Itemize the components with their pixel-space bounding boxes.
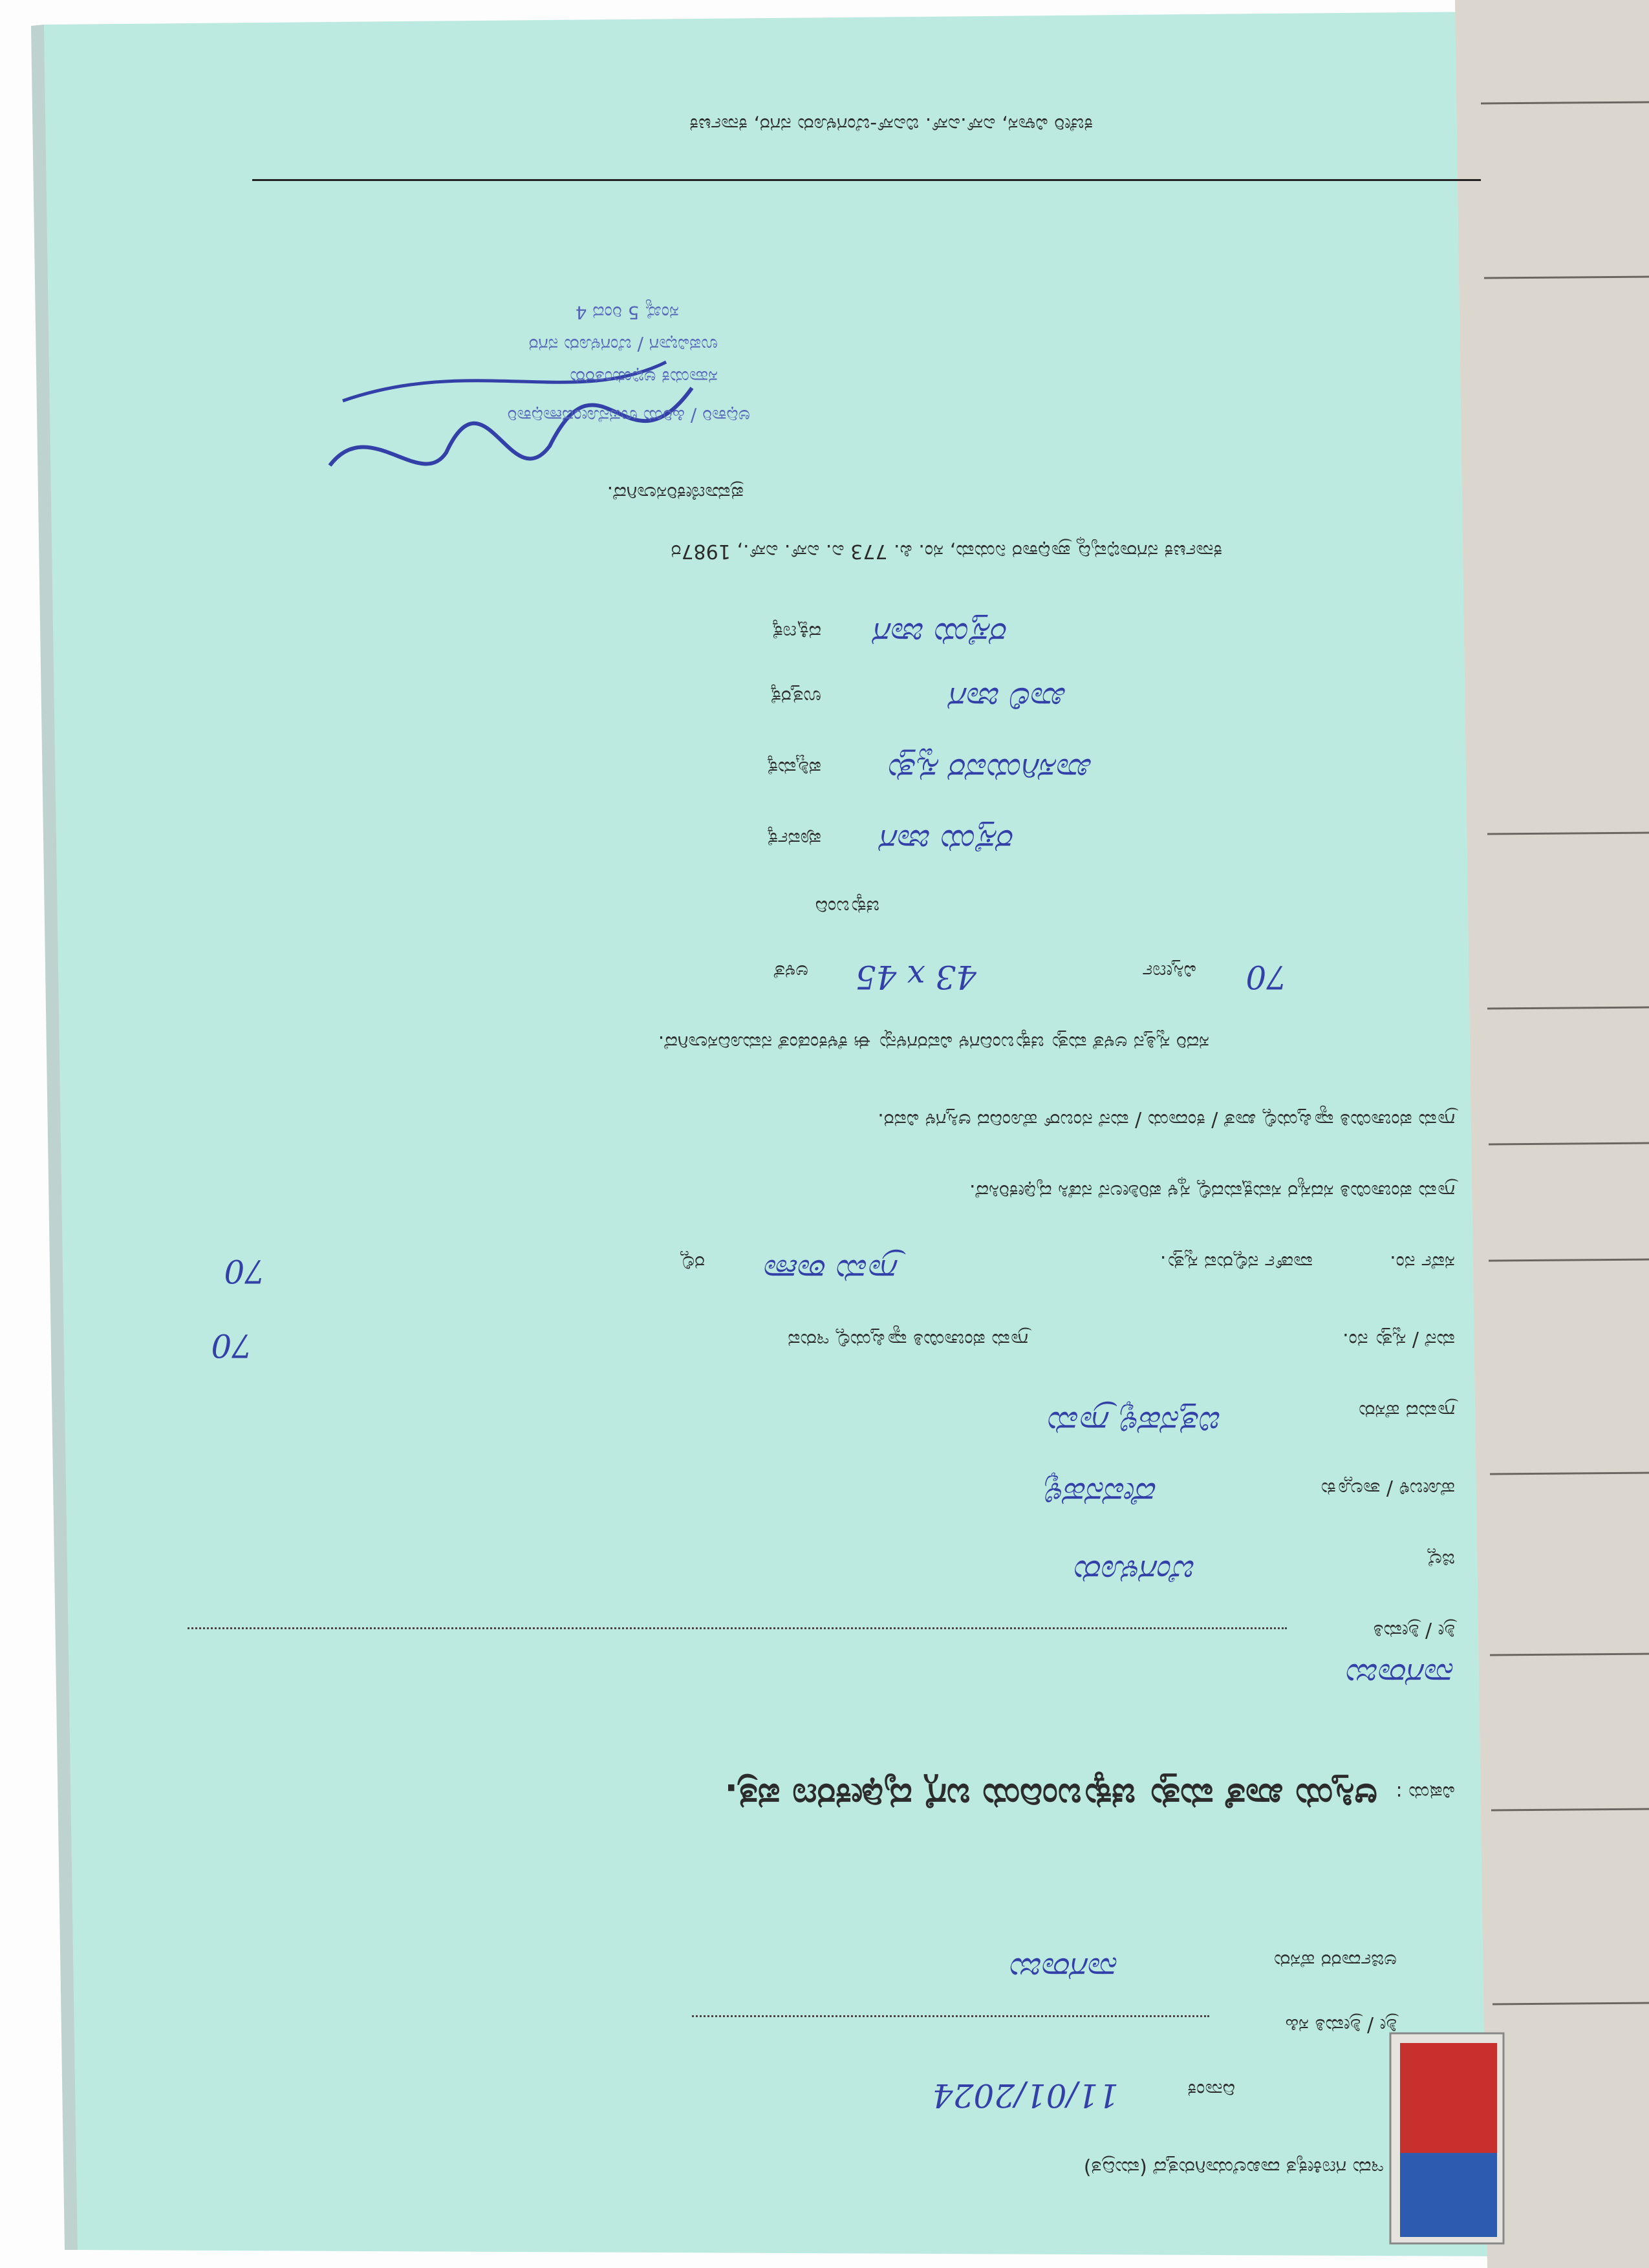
taluk-label: ಹೋಬಳಿ / ತಾಲ್ಲೂಕು <box>1320 1477 1455 1500</box>
survey-line-suffix: ವಾರ್ಡ್ ನಲ್ಲಿರುವ ಸ್ವತ್ತು. <box>1159 1251 1313 1274</box>
stamp-line3: ಸಂಖ್ಯೆ 5 ರಿಂದ 4 <box>575 302 679 323</box>
subject-label: ವಿಷಯ : <box>1396 1781 1455 1804</box>
footer-date-value: 11/01/2024 <box>932 2077 1119 2114</box>
taluk-value: ದೇವನಹಳ್ಳಿ <box>1045 1475 1158 1513</box>
upside-down-document <box>45 26 1481 2250</box>
area-value: 70 <box>1245 958 1287 996</box>
footer-date-label: ದಿನಾಂಕ <box>1187 2079 1235 2101</box>
east-label: ಪೂರ್ವಕ್ಕೆ <box>766 828 821 850</box>
property-no-value: 70 <box>211 1327 252 1364</box>
property-no-suffix: ಗ್ರಾಮ ಪಂಚಾಯಿತಿ ವ್ಯಾಪ್ತಿಯಲ್ಲಿ ಇರುವ <box>788 1329 1028 1351</box>
survey-line-mid: ರಲ್ಲಿ <box>680 1251 705 1274</box>
area-label: ವಿಸ್ತೀರ್ಣ <box>1142 960 1196 983</box>
authority-label: ಪ್ರಮಾಣೀಕರಿಸಲಾಗಿದೆ. <box>607 482 744 504</box>
authority-line: ಕರ್ನಾಟಕ ನಗರಾಭಿವೃದ್ಧಿ ಪ್ರಾಧಿಕಾರ ನಿಯಮ, ಸಂ. ಪಿ. 773 ಎ. ಎಸ್. ಎಸ್., 1987ರ <box>671 540 1222 562</box>
north-label: ಉತ್ತರಕ್ಕೆ <box>770 685 821 708</box>
village-value: ಬಿತ್ತನಹಳ್ಳಿ ಗ್ರಾಮ <box>1049 1404 1222 1442</box>
stamp-title: ಅಧಿಕಾರಿ / ಹಿರಿಯ ಉಪನೋಂದಣಾಧಿಕಾರಿ <box>507 405 750 427</box>
south-value: ರಸ್ತೆಯ ಜಾಗ <box>875 615 1009 653</box>
stamp-line2: ಉಪವಿಭಾಗ / ಬೆಂಗಳೂರು ನಗರ <box>528 334 718 356</box>
boundaries-title: ಚಕ್ಕುಬಂದಿ <box>815 895 879 918</box>
owner-name-value: ನಾಗರಾಜು <box>1347 1656 1455 1694</box>
village-label: ಗ್ರಾಮದ ಹೆಸರು <box>1359 1400 1455 1422</box>
west-label: ಪಶ್ಚಿಮಕ್ಕೆ <box>766 756 821 779</box>
register-pages-edge <box>1455 0 1649 2268</box>
survey-line-value: 70 <box>224 1252 265 1290</box>
measurement-label: ಅಳತೆ <box>773 960 808 983</box>
owner-name-label: ಶ್ರೀ / ಶ್ರೀಮತಿ <box>1373 1620 1455 1642</box>
footer-sign-label: ಶ್ರೀ / ಶ್ರೀಮತಿ ಸಹಿ <box>1285 2014 1397 2037</box>
footer-note: ಇದು ಗಣಕೀಕೃತ ದಾಖಲೆಯಾಗಿರುತ್ತದೆ (ಮುದ್ರಿತ) <box>1083 2156 1384 2179</box>
north-value: ಖಾಲಿ ಜಾಗ <box>950 680 1067 718</box>
district-label: ಜಿಲ್ಲೆ <box>1426 1548 1455 1571</box>
footer-applicant-value: ನಾಗರಾಜು <box>1011 1951 1119 1988</box>
south-label: ದಕ್ಷಿಣಕ್ಕೆ <box>771 621 821 643</box>
header-rule <box>252 179 1481 181</box>
property-no-label: ಮನೆ / ಸ್ವತ್ತು ನಂ. <box>1342 1329 1455 1351</box>
header-address: ಕಚೇರಿ ವಿಳಾಸ, ಎಸ್.ಎಸ್. ಬಿಎಸ್-ಬೆಂಗಳೂರು ನಗರ, ಕರ್ನಾಟಕ <box>689 113 1093 136</box>
west-value: ಖಾಸಗಿಯವರ ಸ್ವತ್ತು <box>887 751 1093 789</box>
body-line1: ಸದರಿ ಸ್ವತ್ತಿನ ಅಳತೆ ಮತ್ತು ಚಕ್ಕುಬಂದಿಗಳ ವಿವರಗಳನ್ನು ಈ ಕೆಳಕಂಡಂತೆ ನಮೂದಿಸಲಾಗಿದೆ. <box>658 1031 1209 1054</box>
survey-line-prefix: ಸರ್ವೆ ನಂ. <box>1390 1251 1455 1274</box>
survey-line-value2: ಗ್ರಾಮ ಠಾಣಾ <box>765 1252 899 1290</box>
subject-text: ಆಸ್ತಿಯ ಖಾತೆ ಮತ್ತು ಚಕ್ಕುಬಂದಿಯ ಬಗ್ಗೆ ದೃಢೀಕರಣ ಪತ್ರ. <box>724 1776 1377 1817</box>
footer-applicant-label: ಅರ್ಜಿದಾರರ ಹೆಸರು <box>1273 1949 1397 1972</box>
stamp-line1: ಸಹಾಯಕ ಅಭಿಯಂತರರು <box>570 367 718 388</box>
measurement-value: 43 x 45 <box>855 958 976 996</box>
body-line3: ಗ್ರಾಮ ಪಂಚಾಯಿತಿ ಸದಸ್ಯರ ಸಮಕ್ಷಮದಲ್ಲಿ ಸ್ಥಳ ಪರಿಶೀಲನೆ ನಡೆಸಿ ದೃಢೀಕರಿಸಿದೆ. <box>969 1180 1455 1203</box>
east-value: ರಸ್ತೆಯ ಜಾಗ <box>881 822 1015 860</box>
body-line2: ಗ್ರಾಮ ಪಂಚಾಯಿತಿ ವ್ಯಾಪ್ತಿಯಲ್ಲಿ ಖಾತೆ / ಕಂದಾಯ / ಮನೆ ನಂಬರ್ ಹೊಂದಿದ ಆಸ್ತಿಗಳ ವಿವರ. <box>878 1109 1455 1131</box>
district-value: ಬೆಂಗಳೂರು <box>1075 1553 1196 1590</box>
